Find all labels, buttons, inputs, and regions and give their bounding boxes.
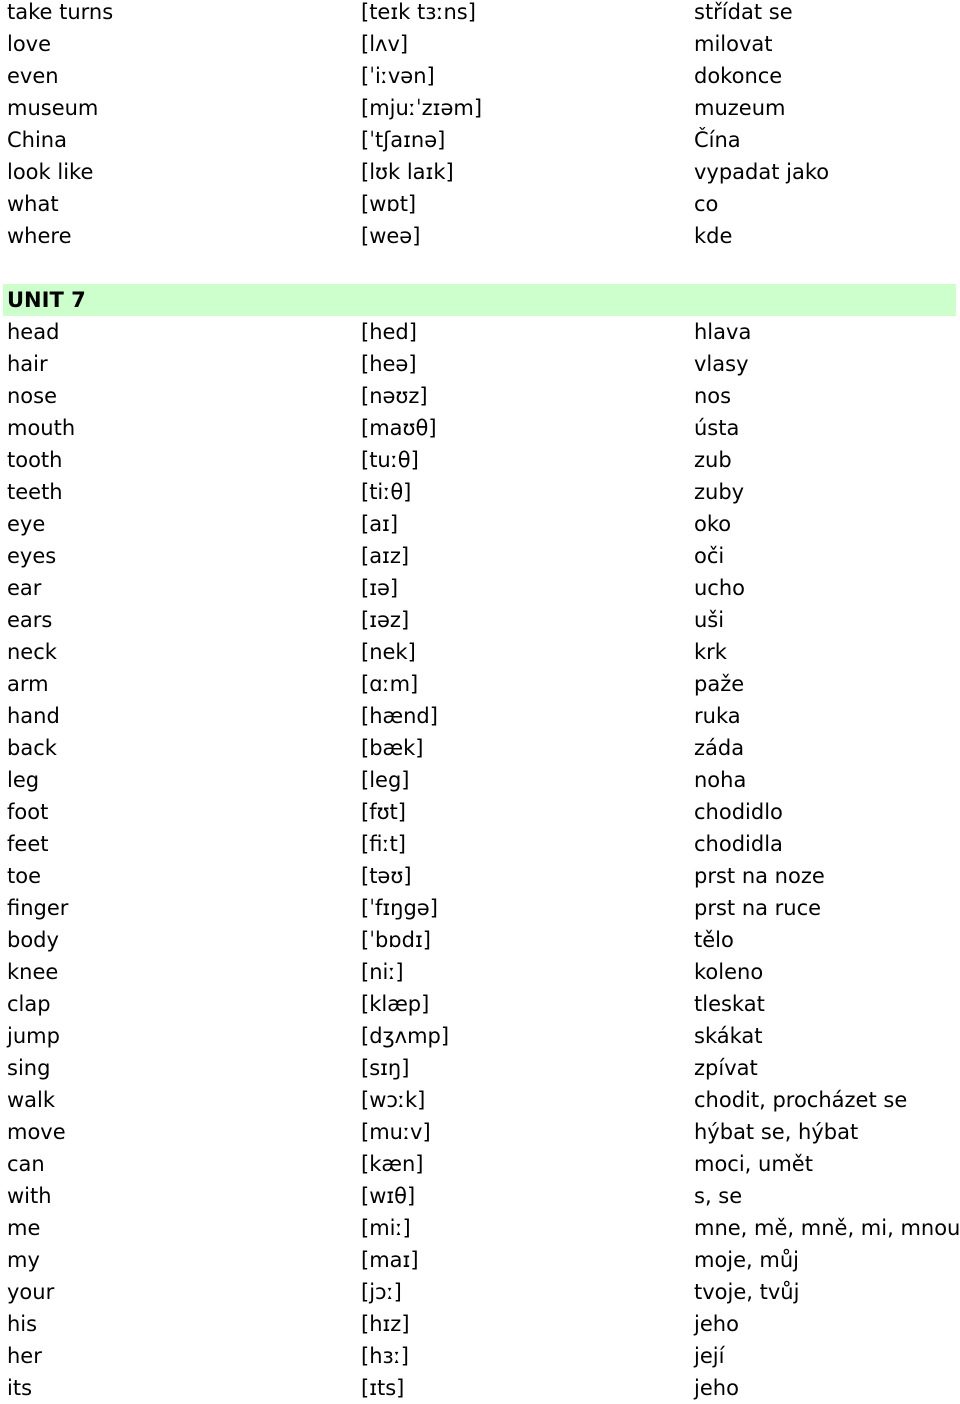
- pronunciation: [kæn]: [361, 1152, 424, 1176]
- vocab-row: [0, 1308, 960, 1340]
- unit-title: UNIT 7: [7, 288, 86, 312]
- czech-translation: uši: [694, 608, 725, 632]
- pronunciation: [weə]: [361, 224, 421, 248]
- czech-translation: paže: [694, 672, 745, 696]
- vocab-row: [0, 380, 960, 412]
- czech-translation: milovat: [694, 32, 773, 56]
- pronunciation: [təʊ]: [361, 864, 412, 888]
- pronunciation: [hed]: [361, 320, 417, 344]
- english-word: body: [7, 928, 59, 952]
- english-word: feet: [7, 832, 49, 856]
- czech-translation: oko: [694, 512, 732, 536]
- blank-row: [0, 252, 960, 284]
- pronunciation: [leg]: [361, 768, 410, 792]
- vocab-row: [0, 476, 960, 508]
- pronunciation: [maɪ]: [361, 1248, 419, 1272]
- pronunciation: [ˈtʃaɪnə]: [361, 128, 446, 152]
- english-word: sing: [7, 1056, 51, 1080]
- czech-translation: tleskat: [694, 992, 765, 1016]
- vocab-row: [0, 604, 960, 636]
- vocab-row: [0, 572, 960, 604]
- pronunciation: [sɪŋ]: [361, 1056, 410, 1080]
- pronunciation: [muːv]: [361, 1120, 431, 1144]
- czech-translation: její: [694, 1344, 725, 1368]
- vocab-row: [0, 1148, 960, 1180]
- czech-translation: ústa: [694, 416, 740, 440]
- english-word: clap: [7, 992, 51, 1016]
- vocab-row: [0, 636, 960, 668]
- pronunciation: [ɑːm]: [361, 672, 419, 696]
- pronunciation: [hænd]: [361, 704, 438, 728]
- vocab-row: [0, 1020, 960, 1052]
- english-word: what: [7, 192, 59, 216]
- english-word: nose: [7, 384, 58, 408]
- vocab-row: [0, 796, 960, 828]
- pronunciation: [wɔːk]: [361, 1088, 426, 1112]
- vocab-row: [0, 92, 960, 124]
- english-word: ears: [7, 608, 53, 632]
- vocab-row: [0, 1340, 960, 1372]
- english-word: leg: [7, 768, 40, 792]
- english-word: me: [7, 1216, 41, 1240]
- english-word: eye: [7, 512, 46, 536]
- pronunciation: [ɪə]: [361, 576, 399, 600]
- vocab-row: [0, 412, 960, 444]
- pronunciation: [hɜː]: [361, 1344, 409, 1368]
- czech-translation: hlava: [694, 320, 752, 344]
- czech-translation: noha: [694, 768, 747, 792]
- english-word: mouth: [7, 416, 76, 440]
- czech-translation: skákat: [694, 1024, 763, 1048]
- english-word: teeth: [7, 480, 63, 504]
- czech-translation: nos: [694, 384, 732, 408]
- vocab-row: [0, 1244, 960, 1276]
- czech-translation: kde: [694, 224, 733, 248]
- pronunciation: [miː]: [361, 1216, 411, 1240]
- pronunciation: [teɪk tɜːns]: [361, 0, 476, 24]
- vocabulary-list-top: [0, 0, 960, 252]
- czech-translation: prst na noze: [694, 864, 825, 888]
- english-word: toe: [7, 864, 42, 888]
- czech-translation: chodidlo: [694, 800, 783, 824]
- czech-translation: tvoje, tvůj: [694, 1280, 800, 1304]
- english-word: my: [7, 1248, 40, 1272]
- czech-translation: vlasy: [694, 352, 749, 376]
- english-word: his: [7, 1312, 38, 1336]
- vocab-row: [0, 156, 960, 188]
- czech-translation: Čína: [694, 128, 741, 152]
- czech-translation: jeho: [694, 1376, 739, 1400]
- vocab-row: [0, 220, 960, 252]
- czech-translation: jeho: [694, 1312, 739, 1336]
- czech-translation: hýbat se, hýbat: [694, 1120, 859, 1144]
- vocab-row: [0, 1084, 960, 1116]
- english-word: her: [7, 1344, 42, 1368]
- czech-translation: prst na ruce: [694, 896, 822, 920]
- vocab-row: [0, 316, 960, 348]
- english-word: museum: [7, 96, 99, 120]
- vocab-row: [0, 860, 960, 892]
- czech-translation: vypadat jako: [694, 160, 830, 184]
- vocab-row: [0, 668, 960, 700]
- czech-translation: moci, umět: [694, 1152, 813, 1176]
- pronunciation: [nəʊz]: [361, 384, 428, 408]
- pronunciation: [tuːθ]: [361, 448, 419, 472]
- english-word: love: [7, 32, 52, 56]
- vocab-row: [0, 892, 960, 924]
- vocab-row: [0, 700, 960, 732]
- pronunciation: [fiːt]: [361, 832, 406, 856]
- vocab-row: [0, 0, 960, 28]
- vocab-row: [0, 124, 960, 156]
- vocab-row: [0, 348, 960, 380]
- vocab-row: [0, 444, 960, 476]
- vocab-row: [0, 1212, 960, 1244]
- pronunciation: [klæp]: [361, 992, 430, 1016]
- english-word: foot: [7, 800, 49, 824]
- vocab-row: [0, 1372, 960, 1404]
- czech-translation: chodit, procházet se: [694, 1088, 908, 1112]
- pronunciation: [jɔː]: [361, 1280, 402, 1304]
- vocab-row: [0, 924, 960, 956]
- pronunciation: [heə]: [361, 352, 417, 376]
- czech-translation: muzeum: [694, 96, 786, 120]
- english-word: take turns: [7, 0, 114, 24]
- english-word: tooth: [7, 448, 63, 472]
- english-word: your: [7, 1280, 55, 1304]
- czech-translation: zub: [694, 448, 732, 472]
- czech-translation: s, se: [694, 1184, 743, 1208]
- czech-translation: moje, můj: [694, 1248, 800, 1272]
- english-word: jump: [7, 1024, 60, 1048]
- czech-translation: střídat se: [694, 0, 793, 24]
- english-word: with: [7, 1184, 52, 1208]
- pronunciation: [aɪz]: [361, 544, 410, 568]
- vocab-row: [0, 732, 960, 764]
- pronunciation: [tiːθ]: [361, 480, 412, 504]
- english-word: walk: [7, 1088, 56, 1112]
- czech-translation: co: [694, 192, 719, 216]
- pronunciation: [hɪz]: [361, 1312, 410, 1336]
- pronunciation: [aɪ]: [361, 512, 399, 536]
- english-word: head: [7, 320, 60, 344]
- pronunciation: [lʌv]: [361, 32, 409, 56]
- english-word: look like: [7, 160, 94, 184]
- vocab-row: [0, 988, 960, 1020]
- vocab-row: [0, 1116, 960, 1148]
- czech-translation: koleno: [694, 960, 764, 984]
- vocabulary-list-unit: [0, 316, 960, 1404]
- czech-translation: zuby: [694, 480, 745, 504]
- vocab-row: [0, 956, 960, 988]
- czech-translation: ruka: [694, 704, 741, 728]
- pronunciation: [ɪts]: [361, 1376, 405, 1400]
- english-word: hand: [7, 704, 60, 728]
- english-word: finger: [7, 896, 69, 920]
- czech-translation: dokonce: [694, 64, 783, 88]
- vocab-row: [0, 540, 960, 572]
- english-word: neck: [7, 640, 57, 664]
- english-word: China: [7, 128, 67, 152]
- pronunciation: [wɒt]: [361, 192, 417, 216]
- czech-translation: krk: [694, 640, 727, 664]
- pronunciation: [ˈfɪŋgə]: [361, 896, 438, 920]
- pronunciation: [bæk]: [361, 736, 424, 760]
- english-word: even: [7, 64, 59, 88]
- unit-header-row: [0, 284, 960, 316]
- pronunciation: [maʊθ]: [361, 416, 437, 440]
- english-word: can: [7, 1152, 45, 1176]
- vocab-row: [0, 764, 960, 796]
- english-word: where: [7, 224, 72, 248]
- vocab-row: [0, 28, 960, 60]
- czech-translation: oči: [694, 544, 725, 568]
- vocab-row: [0, 1180, 960, 1212]
- pronunciation: [nek]: [361, 640, 416, 664]
- vocab-row: [0, 508, 960, 540]
- czech-translation: tělo: [694, 928, 734, 952]
- vocab-row: [0, 828, 960, 860]
- pronunciation: [dʒʌmp]: [361, 1024, 450, 1048]
- czech-translation: chodidla: [694, 832, 783, 856]
- pronunciation: [wɪθ]: [361, 1184, 416, 1208]
- english-word: eyes: [7, 544, 57, 568]
- english-word: arm: [7, 672, 49, 696]
- pronunciation: [lʊk laɪk]: [361, 160, 454, 184]
- pronunciation: [ɪəz]: [361, 608, 410, 632]
- english-word: knee: [7, 960, 59, 984]
- english-word: hair: [7, 352, 48, 376]
- pronunciation: [ˈbɒdɪ]: [361, 928, 431, 952]
- pronunciation: [fʊt]: [361, 800, 406, 824]
- vocab-row: [0, 1052, 960, 1084]
- unit-header-band: [3, 284, 956, 316]
- vocab-row: [0, 60, 960, 92]
- english-word: move: [7, 1120, 66, 1144]
- vocab-row: [0, 1276, 960, 1308]
- czech-translation: ucho: [694, 576, 746, 600]
- english-word: ear: [7, 576, 42, 600]
- pronunciation: [mjuːˈzɪəm]: [361, 96, 483, 120]
- pronunciation: [niː]: [361, 960, 404, 984]
- english-word: back: [7, 736, 57, 760]
- pronunciation: [ˈiːvən]: [361, 64, 435, 88]
- english-word: its: [7, 1376, 33, 1400]
- vocab-row: [0, 188, 960, 220]
- czech-translation: zpívat: [694, 1056, 758, 1080]
- czech-translation: záda: [694, 736, 745, 760]
- czech-translation: mne, mě, mně, mi, mnou: [694, 1216, 960, 1240]
